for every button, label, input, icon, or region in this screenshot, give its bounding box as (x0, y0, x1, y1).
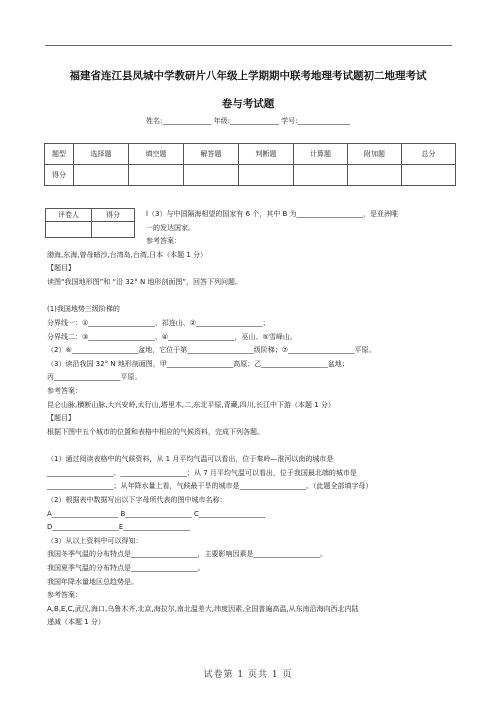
question-text: 我国夏季气温的分布特点是___________________。 (47, 564, 205, 572)
score-cell (348, 165, 402, 186)
question-text: （3）读沿我国 32° N 地形剖面图，甲___________________高原；乙___________________盆地； (47, 360, 349, 368)
header-rule (45, 45, 452, 46)
question-text: 分界线一：①___________________、祁连山、②___________________； (47, 319, 270, 327)
score-table-score-row (45, 165, 456, 186)
question-tag: 【题目】 (47, 264, 75, 272)
question-tag: 【题目】 (47, 414, 75, 422)
question-text: D___________________E___________________ (47, 523, 190, 531)
reference-answer-label: 参考答案： (47, 387, 82, 395)
score-table (44, 143, 456, 186)
question-text: 一的发达国家。 (146, 224, 195, 232)
score-cell (402, 165, 456, 186)
score-header-cell: 计算题 (294, 144, 348, 165)
document-title-line2: 卷与考试题 (221, 98, 275, 110)
score-cell (74, 165, 129, 186)
grader-cell (46, 222, 92, 238)
answer-text: 昆仑山脉,横断山脉,大兴安岭,太行山,塔里木,二,东北平原,青藏,四川,长江中下游（本题 1 分） (47, 401, 335, 409)
grader-label: 评卷人 (46, 209, 92, 222)
score-header-cell: 附加题 (348, 144, 402, 165)
score-cell (239, 165, 294, 186)
question-text: （3）从以上资料中可以得知： (47, 537, 143, 545)
score-row-label: 得分 (45, 165, 74, 186)
question-prompt: 读图“我国地形图”和 “沿 32° N 地形剖面图”，回答下列问题。 (47, 278, 243, 286)
score-header-cell: 选择题 (74, 144, 129, 165)
question-text: （2）⑥___________________盆地，它位于第___________________级阶梯；⑦___________________平原。 (47, 346, 376, 354)
question-prompt: 根据下图中五个城市的位置和表格中相应的气候资料，完成下列各题。 (47, 428, 264, 436)
question-text: (1)我国地势三级阶梯的 (47, 305, 120, 313)
question-text: A___________________ B___________________ C___________________ (47, 510, 266, 518)
grader-table (45, 208, 135, 238)
question-text: ___________________；从年降水量上看，气候最干旱的城市是___________________。（此题全部填字母） (47, 482, 373, 490)
answer-text: 递减（本题 1 分） (47, 618, 105, 626)
student-info-line: 姓名:______________ 年级:______________ 学号:_______________ (145, 117, 351, 125)
score-table-header-row (45, 144, 456, 165)
question-text: 我国年降水量地区总趋势是。 (47, 578, 138, 586)
score-header-cell: 填空题 (129, 144, 184, 165)
question-text: l（3）与中国隔海相望的国家有 6 个，其中 B 为___________________，是亚洲唯 (146, 210, 399, 218)
score-cell (184, 165, 239, 186)
answer-text: A,B,E,C,武汉,海口,乌鲁木齐,北京,海拉尔,南北温差大,纬度因素,全国普遍高温,从东南沿海向西北内陆 (47, 605, 359, 613)
question-text: 我国冬季气温的分布特点是___________________，主要影响因素是___________________。 (47, 550, 327, 558)
document-title-line1: 福建省连江县凤城中学教研片八年级上学期期中联考地理考试题初二地理考试 (69, 70, 427, 82)
question-text: 丙___________________平原。 (47, 373, 142, 381)
question-text: （2）根据表中数据写出以下字母所代表的图中城市名称： (47, 496, 227, 504)
page-footer: 试卷第 1 页共 1 页 (203, 670, 293, 680)
score-header-cell: 总分 (402, 144, 456, 165)
grader-score-label: 得分 (92, 209, 135, 222)
grader-cell (92, 222, 135, 238)
question-text: ___________________、___________________；从 7 月平均气温可以看出，位于我国最北端的城市是 (47, 469, 357, 477)
answer-text: 渤海,东海,曾母暗沙,台湾岛,台湾,日本（本题 1 分） (47, 251, 208, 259)
question-text: （1）通过阅读表格中的气候资料，从 1 月平均气温可以看出，位于秦岭—淮河以南的城市是 (47, 455, 334, 463)
score-header-cell: 题型 (45, 144, 74, 165)
score-cell (294, 165, 348, 186)
score-header-cell: 解答题 (184, 144, 239, 165)
question-text: 分界线二：③___________________、④___________________，巫山、⑤雪峰山。 (47, 333, 297, 341)
score-header-cell: 判断题 (239, 144, 294, 165)
reference-answer-label: 参考答案： (47, 591, 82, 599)
score-cell (129, 165, 184, 186)
reference-answer-label: 参考答案： (146, 237, 181, 245)
